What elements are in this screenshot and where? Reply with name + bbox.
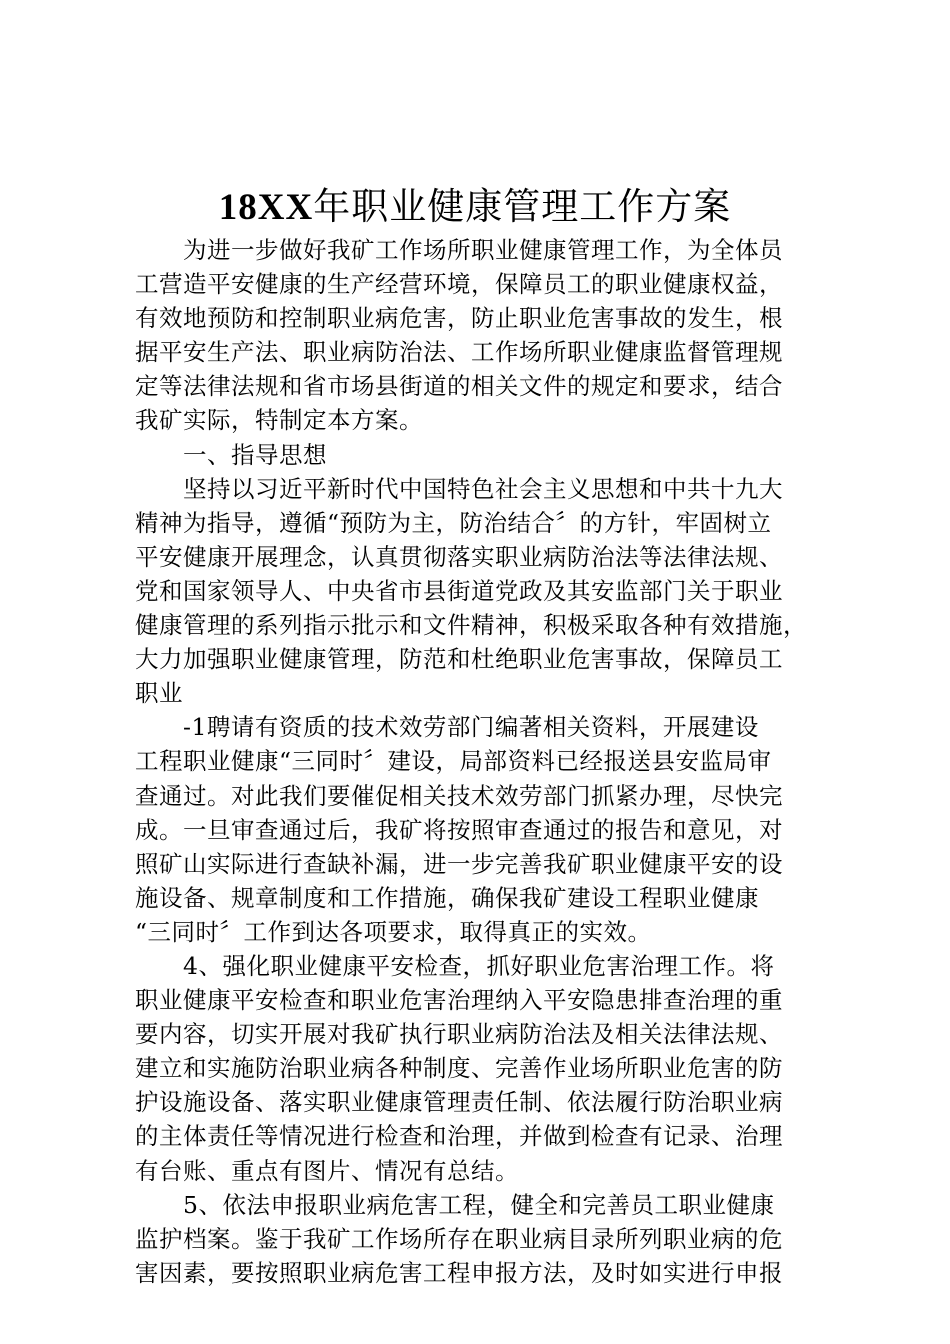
text-line: 监护档案。鉴于我矿工作场所存在职业病目录所列职业病的危 xyxy=(135,1224,783,1253)
text-line: 平安健康开展理念，认真贯彻落实职业病防治法等法律法规、 xyxy=(135,542,783,571)
text-line: 定等法律法规和省市场县街道的相关文件的规定和要求，结合 xyxy=(135,372,783,401)
title-number: 18XX xyxy=(218,187,314,228)
text-line: 成。一旦审查通过后，我矿将按照审查通过的报告和意见，对 xyxy=(135,815,783,844)
text-line: 要内容，切实开展对我矿执行职业病防治法及相关法律法规、 xyxy=(135,1020,783,1049)
text-line: 据平安生产法、职业病防治法、工作场所职业健康监督管理规 xyxy=(135,338,783,367)
text-line: 害因素，要按照职业病危害工程申报方法，及时如实进行申报 xyxy=(135,1258,783,1287)
text-line: 的主体责任等情况进行检查和治理，并做到检查有记录、治理 xyxy=(135,1122,783,1151)
text-line: 大力加强职业健康管理，防范和杜绝职业危害事故，保障员工 xyxy=(135,645,783,674)
text-line: “三同时〞工作到达各项要求，取得真正的实效。 xyxy=(135,917,652,946)
text-line: 健康管理的系列指示批示和文件精神，积极采取各种有效措施， xyxy=(135,611,807,640)
text-line: 我矿实际，特制定本方案。 xyxy=(135,406,423,435)
text-line: 5、依法申报职业病危害工程，健全和完善员工职业健康 xyxy=(183,1190,775,1219)
text-line: 一、指导思想 xyxy=(183,440,327,469)
text-line: -1聘请有资质的技术效劳部门编著相关资料，开展建设 xyxy=(183,713,759,742)
document-title xyxy=(0,181,950,234)
text-line: 4、强化职业健康平安检查，抓好职业危害治理工作。将 xyxy=(183,951,775,980)
text-line: 坚持以习近平新时代中国特色社会主义思想和中共十九大 xyxy=(183,474,783,503)
text-line: 护设施设备、落实职业健康管理责任制、依法履行防治职业病 xyxy=(135,1088,783,1117)
text-line: 精神为指导，遵循“预防为主，防治结合〞的方针，牢固树立 xyxy=(135,508,772,537)
text-line: 查通过。对此我们要催促相关技术效劳部门抓紧办理，尽快完 xyxy=(135,781,783,810)
text-line: 职业健康平安检查和职业危害治理纳入平安隐患排查治理的重 xyxy=(135,986,783,1015)
text-line: 党和国家领导人、中央省市县街道党政及其安监部门关于职业 xyxy=(135,576,783,605)
text-line: 为进一步做好我矿工作场所职业健康管理工作，为全体员 xyxy=(183,236,783,264)
text-line: 工程职业健康“三同时〞建设，局部资料已经报送县安监局审 xyxy=(135,747,772,776)
text-line: 职业 xyxy=(135,679,183,708)
text-line: 有台账、重点有图片、情况有总结。 xyxy=(135,1156,519,1185)
text-line: 照矿山实际进行查缺补漏，进一步完善我矿职业健康平安的设 xyxy=(135,849,783,878)
text-line: 施设备、规章制度和工作措施，确保我矿建设工程职业健康 xyxy=(135,883,759,912)
title-text: 年职业健康管理工作方案 xyxy=(313,185,732,228)
document-body xyxy=(135,233,835,1290)
text-line: 建立和实施防治职业病各种制度、完善作业场所职业危害的防 xyxy=(135,1054,783,1083)
text-line: 有效地预防和控制职业病危害，防止职业危害事故的发生，根 xyxy=(135,304,783,333)
text-line: 工营造平安健康的生产经营环境，保障员工的职业健康权益， xyxy=(135,270,783,299)
